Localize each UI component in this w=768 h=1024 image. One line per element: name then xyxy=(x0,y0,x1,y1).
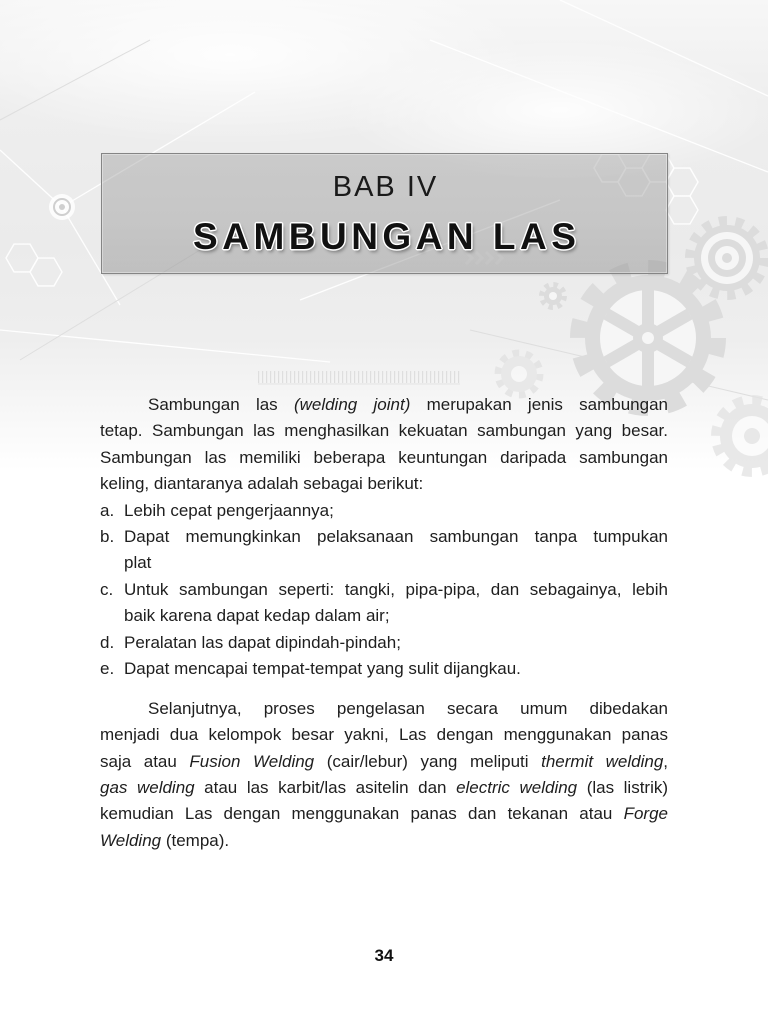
ring-gear-graphic xyxy=(690,221,764,295)
text-line: Lebih cepat pengerjaannya; xyxy=(124,500,334,520)
list-item xyxy=(100,630,668,656)
list-marker: e. xyxy=(100,658,115,678)
italic-term: gas welding xyxy=(100,778,195,798)
chapter-heading-box xyxy=(101,153,668,274)
page-number: 34 xyxy=(374,946,394,965)
text-run: saja atau xyxy=(100,751,190,771)
text-line: Dapat mencapai tempat-tempat yang sulit dijangkau. xyxy=(124,658,521,678)
advantages-list xyxy=(100,498,668,683)
gear-axle xyxy=(642,332,654,344)
text-line xyxy=(100,801,668,827)
text-line: keling, diantaranya adalah sebagai berikut: xyxy=(100,474,424,494)
text-line xyxy=(100,775,668,801)
list-marker: d. xyxy=(100,632,115,652)
paragraph-intro xyxy=(100,392,668,498)
list-item xyxy=(100,577,668,630)
text-line xyxy=(100,749,668,775)
italic-term: electric welding xyxy=(456,778,578,798)
hexagon xyxy=(666,168,698,196)
gear-axle xyxy=(722,253,732,263)
list-item xyxy=(100,524,668,577)
text-line xyxy=(100,828,668,854)
text-run: (tempa). xyxy=(161,830,230,850)
node-dot xyxy=(59,204,65,210)
text-run: (las listrik) xyxy=(577,778,669,798)
italic-term: Fusion Welding xyxy=(189,751,315,771)
list-marker: c. xyxy=(100,579,114,599)
text-line: Peralatan las dapat dipindah-pindah; xyxy=(124,632,401,652)
paragraph-welding-types xyxy=(100,696,668,854)
text-run: , xyxy=(663,751,669,771)
text-line: baik karena dapat kedap dalam air; xyxy=(124,606,390,626)
body-text xyxy=(100,392,668,854)
text-run: Sambungan las xyxy=(148,395,294,414)
hexagon xyxy=(666,196,698,224)
network-line xyxy=(0,330,330,362)
italic-term: (welding joint) xyxy=(293,395,411,414)
text-line: Untuk sambungan seperti: tangki, pipa-pipa, dan sebagainya, lebih xyxy=(124,579,668,599)
chapter-title: SAMBUNGAN LAS xyxy=(193,216,581,257)
ruler-ticks-graphic xyxy=(258,377,460,384)
gear-axle xyxy=(744,428,760,444)
small-gear-graphic xyxy=(542,285,564,307)
italic-term: Welding xyxy=(100,830,162,850)
text-line xyxy=(100,392,668,418)
network-node-graphic xyxy=(49,194,75,220)
large-gear-graphic xyxy=(578,268,718,408)
text-line: Dapat memungkinkan pelaksanaan sambungan tanpa tumpukan xyxy=(124,526,668,546)
gear-axle xyxy=(511,366,527,382)
list-item xyxy=(100,656,668,682)
italic-term: Forge xyxy=(623,804,668,824)
faint-gear-graphic xyxy=(498,353,540,395)
gear-axle xyxy=(549,292,557,300)
text-run: atau las karbit/las asitelin dan xyxy=(194,778,457,798)
list-item xyxy=(100,498,668,524)
text-run: kemudian Las dengan menggunakan panas dan tekanan atau xyxy=(100,804,624,824)
text-run: merupakan jenis sambungan xyxy=(410,395,668,414)
hexagon xyxy=(30,258,62,286)
text-line: Selanjutnya, proses pengelasan secara umum dibedakan xyxy=(148,698,668,718)
corner-gear-graphic xyxy=(716,400,768,472)
chapter-number: BAB IV xyxy=(332,171,439,203)
list-marker: b. xyxy=(100,526,115,546)
text-line: menjadi dua kelompok besar yakni, Las dengan menggunakan panas xyxy=(100,725,668,745)
text-line: Sambungan las memiliki beberapa keuntungan daripada sambungan xyxy=(100,447,668,467)
list-marker: a. xyxy=(100,500,115,520)
text-run: (cair/lebur) yang meliputi xyxy=(314,751,542,771)
italic-term: thermit welding xyxy=(541,751,664,771)
text-line: plat xyxy=(124,553,152,573)
text-line: tetap. Sambungan las menghasilkan kekuatan sambungan yang besar. xyxy=(100,421,668,441)
